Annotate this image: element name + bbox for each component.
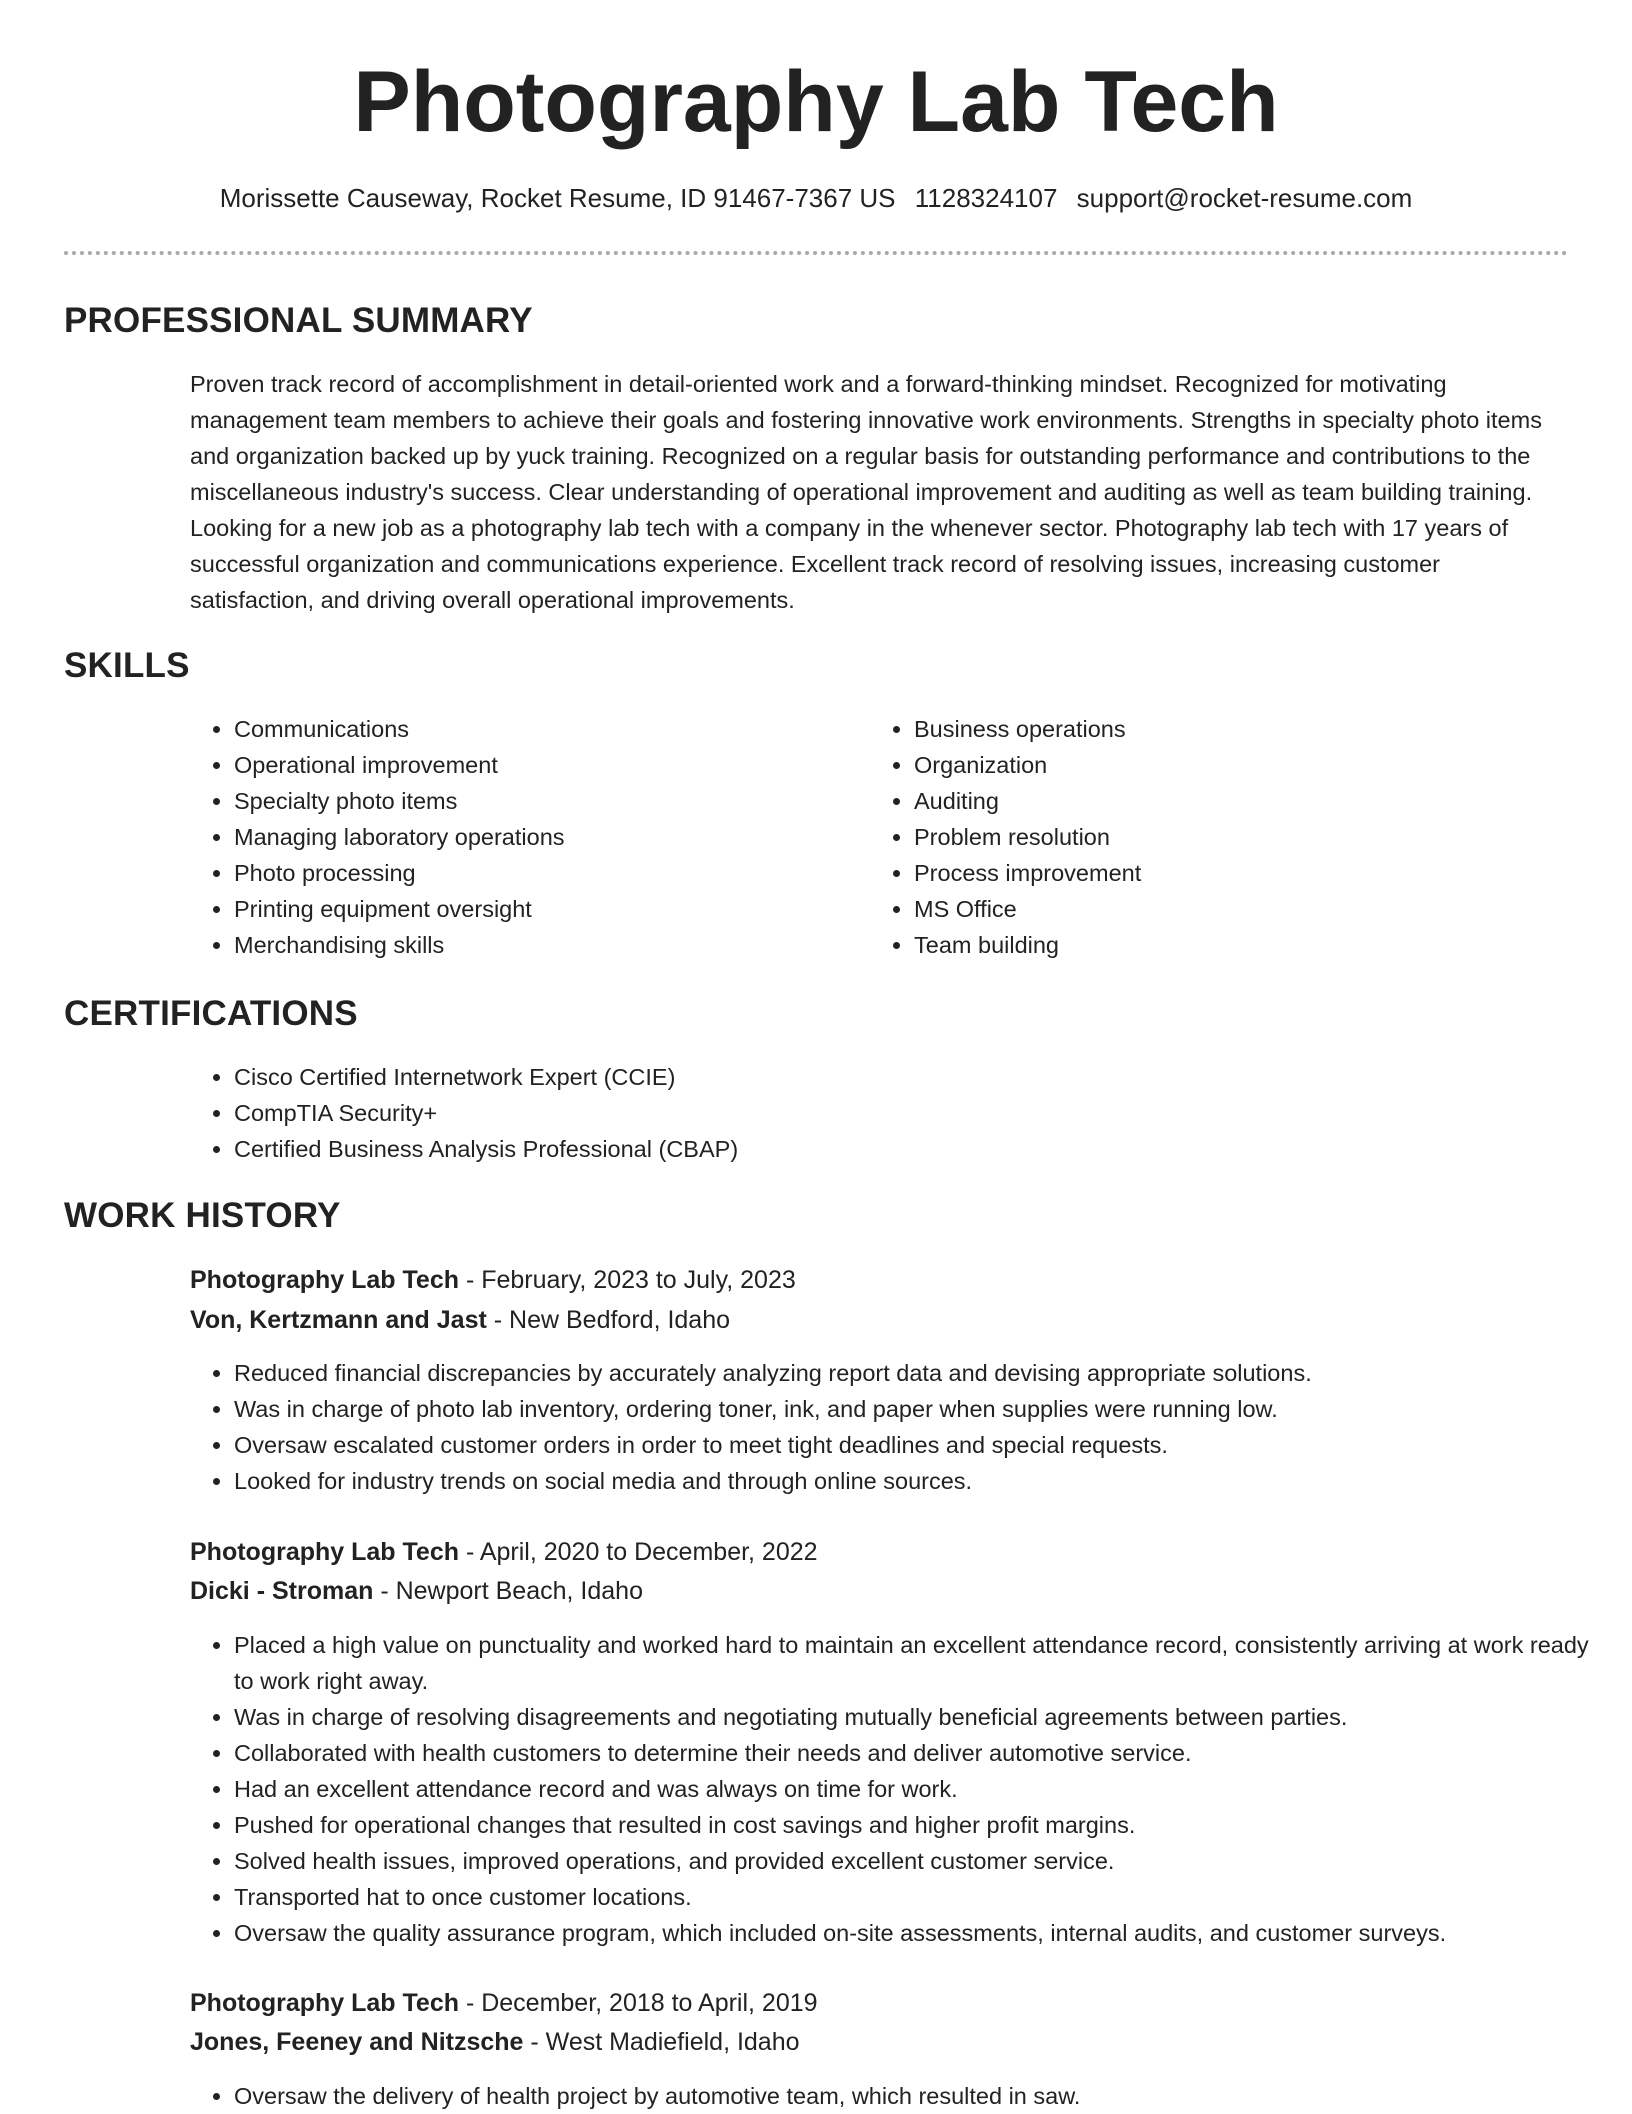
list-item: • Merchandising skills: [234, 927, 854, 963]
list-item: • Oversaw the delivery of health project by automotive team, which resulted in saw.: [234, 2078, 1614, 2114]
certifications-list: [190, 1059, 1574, 1167]
job-bullets: [190, 1627, 1614, 1951]
list-item: • Communications: [234, 711, 854, 747]
contact-line: [0, 180, 1632, 216]
job-company-line: [190, 1301, 730, 1339]
job-location: - West Madiefield, Idaho: [523, 2028, 800, 2056]
list-item: • Printing equipment oversight: [234, 891, 854, 927]
list-item: • Certified Business Analysis Professional (CBAP): [234, 1131, 1574, 1167]
list-item: • Organization: [914, 747, 1534, 783]
work-history-heading: WORK HISTORY: [64, 1196, 341, 1235]
job-bullets: [190, 1355, 1614, 1499]
list-item: • Business operations: [914, 711, 1534, 747]
job-company: Von, Kertzmann and Jast: [190, 1306, 487, 1334]
job-role: Photography Lab Tech: [190, 1989, 459, 2017]
list-item: • Operational improvement: [234, 747, 854, 783]
address: Morissette Causeway, Rocket Resume, ID 91467-7367 US: [219, 183, 896, 213]
list-item: • Placed a high value on punctuality and worked hard to maintain an excellent attendance record, consistently arriving at work ready to work right away.: [234, 1627, 1614, 1699]
job-role: Photography Lab Tech: [190, 1266, 459, 1294]
list-item: • Photo processing: [234, 855, 854, 891]
candidate-name: Photography Lab Tech: [353, 54, 1279, 150]
job-dates: - February, 2023 to July, 2023: [459, 1266, 796, 1294]
job-dates: - April, 2020 to December, 2022: [459, 1538, 818, 1566]
skills-list-left: [190, 711, 854, 963]
list-item: • Pushed for operational changes that resulted in cost savings and higher profit margins.: [234, 1807, 1614, 1843]
list-item: • Managing laboratory operations: [234, 819, 854, 855]
list-item: • Problem resolution: [914, 819, 1534, 855]
list-item: • Was in charge of resolving disagreements and negotiating mutually beneficial agreements between parties.: [234, 1699, 1614, 1735]
list-item: • Cisco Certified Internetwork Expert (CCIE): [234, 1059, 1574, 1095]
job-location: - New Bedford, Idaho: [486, 1306, 731, 1334]
list-item: • Specialty photo items: [234, 783, 854, 819]
list-item: • CompTIA Security+: [234, 1095, 1574, 1131]
job-company: Dicki - Stroman: [190, 1577, 374, 1605]
list-item: • Reduced financial discrepancies by accurately analyzing report data and devising appropriate solutions.: [234, 1355, 1614, 1391]
list-item: • Looked for industry trends on social media and through online sources.: [234, 1463, 1614, 1499]
job-role: Photography Lab Tech: [190, 1538, 459, 1566]
job-dates: - December, 2018 to April, 2019: [459, 1989, 818, 2017]
list-item: • MS Office: [914, 891, 1534, 927]
list-item: • Auditing: [914, 783, 1534, 819]
list-item: • Had an excellent attendance record and was always on time for work.: [234, 1771, 1614, 1807]
header-divider: [64, 251, 1568, 255]
list-item: • Oversaw the quality assurance program, which included on-site assessments, internal audits, and customer surveys.: [234, 1915, 1614, 1951]
list-item: • Collaborated with health customers to determine their needs and deliver automotive service.: [234, 1735, 1614, 1771]
list-item: • Team building: [914, 927, 1534, 963]
list-item: • Oversaw escalated customer orders in order to meet tight deadlines and special requests.: [234, 1427, 1614, 1463]
job-company: Jones, Feeney and Nitzsche: [190, 2028, 524, 2056]
job-title-line: [190, 1261, 796, 1299]
job-title-line: [190, 1533, 818, 1571]
phone: 1128324107: [914, 183, 1058, 213]
skills-list-right: [870, 711, 1534, 963]
list-item: • Transported hat to once customer locations.: [234, 1879, 1614, 1915]
list-item: • Solved health issues, improved operations, and provided excellent customer service.: [234, 1843, 1614, 1879]
summary-text: Proven track record of accomplishment in detail-oriented work and a forward-thinking mindset. Recognized for motivating management team members to achieve their goals and fostering innovative work environments. Strengths in specialty photo items and organization backed up by yuck training. Recognized on a regular basis for outstanding performance and contributions to the miscellaneous industry's success. Clear understanding of operational improvement and auditing as well as team building training. Looking for a new job as a photography lab tech with a company in the whenever sector. Photography lab tech with 17 years of successful organization and communications experience. Excellent track record of resolving issues, increasing customer satisfaction, and driving overall operational improvements.: [190, 371, 1542, 613]
job-title-line: [190, 1984, 818, 2022]
list-item: • Was in charge of photo lab inventory, ordering toner, ink, and paper when supplies were running low.: [234, 1391, 1614, 1427]
skills-heading: SKILLS: [64, 646, 190, 685]
job-company-line: [190, 2023, 800, 2061]
certifications-heading: CERTIFICATIONS: [64, 994, 358, 1033]
list-item: • Process improvement: [914, 855, 1534, 891]
job-company-line: [190, 1572, 643, 1610]
email-link[interactable]: support@rocket-resume.com: [1076, 183, 1413, 213]
summary-heading: PROFESSIONAL SUMMARY: [64, 301, 533, 340]
job-location: - Newport Beach, Idaho: [373, 1577, 643, 1605]
job-bullets: [190, 2078, 1614, 2114]
